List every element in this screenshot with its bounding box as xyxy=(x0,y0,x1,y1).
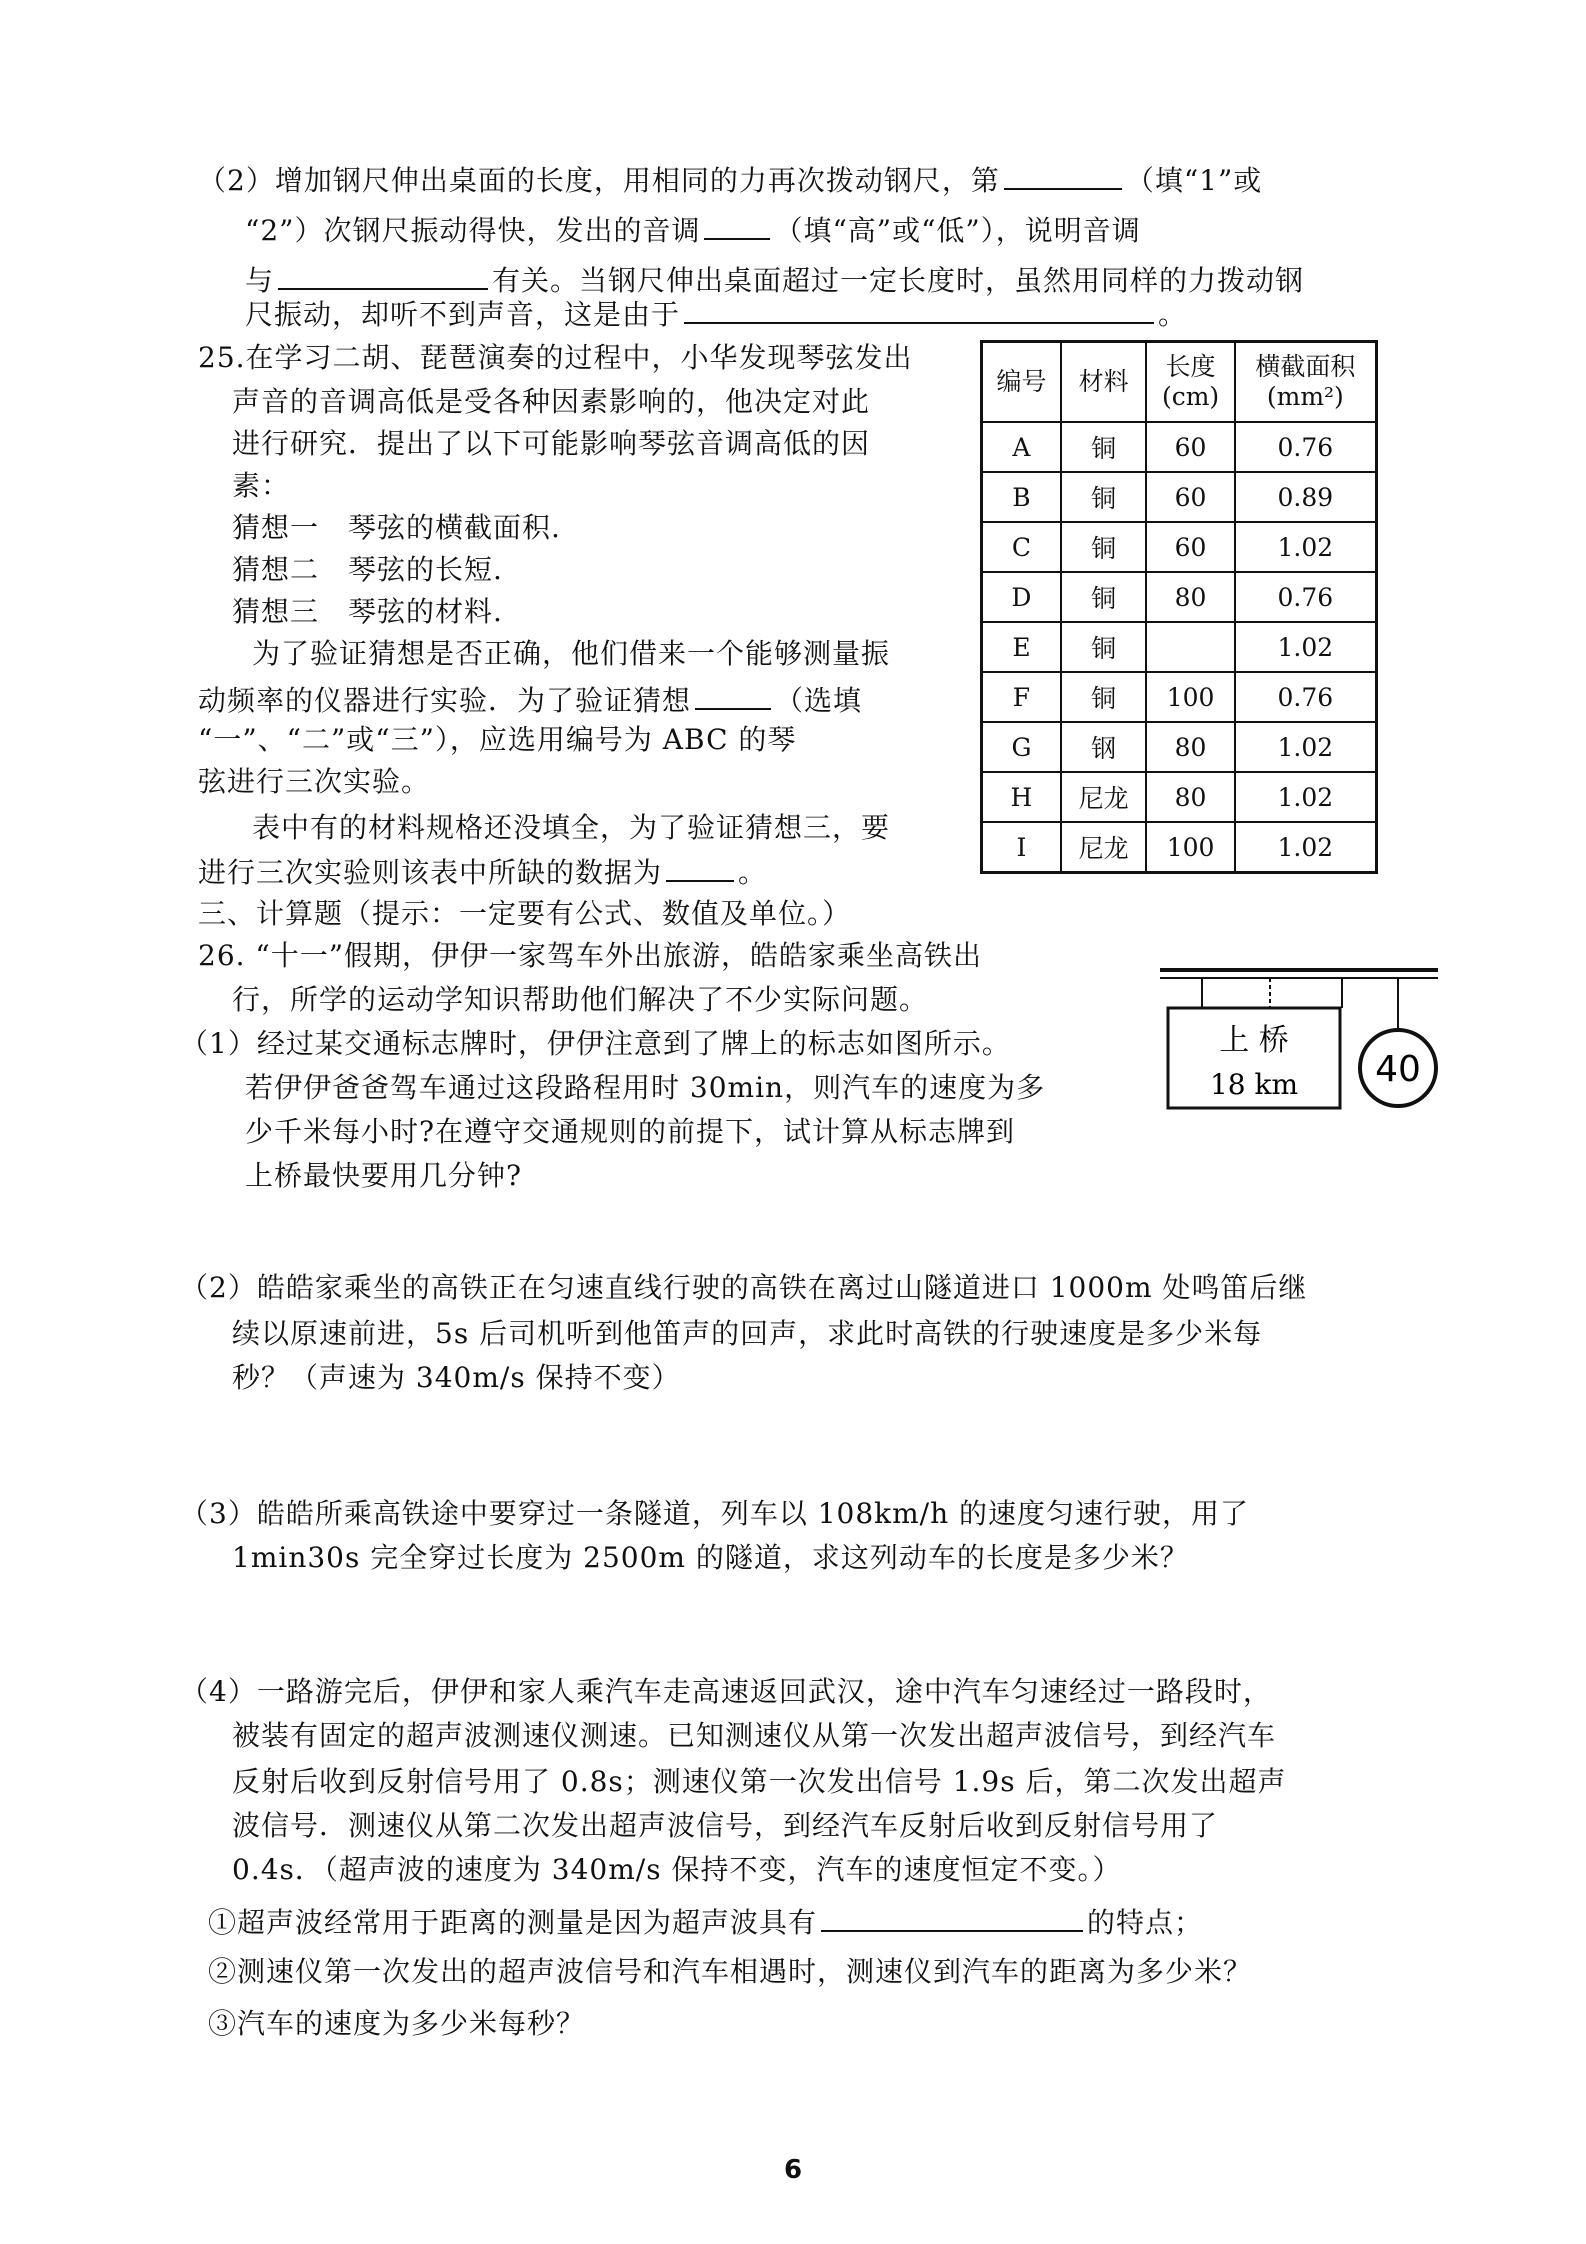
q26-part2-line-2: 续以原速前进，5s 后司机听到他笛声的回声，求此时高铁的行驶速度是多少米每 xyxy=(232,1317,1263,1350)
q26-part1-line-4: 上桥最快要用几分钟? xyxy=(245,1159,523,1192)
q26-part4-line-2: 被装有固定的超声波测速仪测速。已知测速仪从第一次发出超声波信号，到经汽车 xyxy=(232,1719,1277,1752)
q26-line-2: 行，所学的运动学知识帮助他们解决了不少实际问题。 xyxy=(232,983,929,1016)
distance-sign-distance: 18 km xyxy=(1209,1068,1299,1101)
q25-line-9: 动频率的仪器进行实验．为了验证猜想 （选填 xyxy=(198,678,862,721)
table-header-row xyxy=(982,342,1377,423)
q24-line-2: “2”）次钢尺振动得快，发出的音调 （填“高”或“低”），说明音调 xyxy=(245,208,1141,251)
answer-blank[interactable] xyxy=(695,678,771,710)
q25-line-10: “一”、“二”或“三”），应选用编号为 ABC 的琴 xyxy=(198,723,797,756)
q26-line-1: 26. “十一”假期，伊伊一家驾车外出旅游，皓皓家乘坐高铁出 xyxy=(198,939,983,972)
answer-blank[interactable] xyxy=(1004,158,1122,190)
q25-line-13: 进行三次实验则该表中所缺的数据为 。 xyxy=(198,850,767,893)
missing-length-cell xyxy=(1146,622,1234,672)
q25-line-8: 为了验证猜想是否正确，他们借来一个能够测量振 xyxy=(252,637,891,670)
q26-part2-line-1: （2）皓皓家乘坐的高铁正在匀速直线行驶的高铁在离过山隧道进口 1000m 处鸣笛后继 xyxy=(180,1271,1308,1304)
answer-blank[interactable] xyxy=(821,1900,1083,1932)
q25-line-1: 25.在学习二胡、琵琶演奏的过程中，小华发现琴弦发出 xyxy=(198,341,913,374)
q25-line-11: 弦进行三次实验。 xyxy=(198,765,431,798)
col-header-area: 横截面积 (mm²) xyxy=(1235,342,1377,423)
table-row: E 铜 1.02 xyxy=(982,622,1377,672)
col-header-length: 长度 (cm) xyxy=(1146,342,1234,423)
q26-part3-line-2: 1min30s 完全穿过长度为 2500m 的隧道，求这列动车的长度是多少米？ xyxy=(232,1541,1189,1574)
table-row: C 铜 60 1.02 xyxy=(982,522,1377,572)
section-title: 三、计算题（提示：一定要有公式、数值及单位。） xyxy=(198,897,852,930)
q24-line-1: （2）增加钢尺伸出桌面的长度，用相同的力再次拨动钢尺，第 （填“1”或 xyxy=(198,158,1262,201)
q25-line-2: 声音的音调高低是受各种因素影响的，他决定对此 xyxy=(232,385,871,418)
q26-part4-line-1: （4）一路游完后，伊伊和家人乘汽车走高速返回武汉，途中汽车匀速经过一路段时， xyxy=(180,1675,1272,1708)
col-header-material: 材料 xyxy=(1061,342,1147,423)
q26-part4-line-5: 0.4s．（超声波的速度为 340m/s 保持不变，汽车的速度恒定不变。） xyxy=(232,1853,1122,1886)
answer-blank[interactable] xyxy=(704,208,770,240)
table-row: B 铜 60 0.89 xyxy=(982,472,1377,522)
q25-line-4: 素： xyxy=(232,469,291,502)
q24-line-3: 与 有关。当钢尺伸出桌面超过一定长度时，虽然用同样的力拨动钢 xyxy=(245,258,1304,301)
page-number: 6 xyxy=(783,2155,803,2185)
q26-part1-line-3: 少千米每小时?在遵守交通规则的前提下，试计算从标志牌到 xyxy=(245,1115,1016,1148)
q26-sub-3: ③汽车的速度为多少米每秒？ xyxy=(208,2007,586,2040)
distance-sign-place: 上 桥 xyxy=(1219,1023,1289,1058)
table-row: D 铜 80 0.76 xyxy=(982,572,1377,622)
q26-sub-1: ①超声波经常用于距离的测量是因为超声波具有 的特点； xyxy=(208,1900,1203,1943)
q25-line-12: 表中有的材料规格还没填全，为了验证猜想三，要 xyxy=(252,811,891,844)
answer-blank[interactable] xyxy=(684,292,1154,324)
col-header-id: 编号 xyxy=(982,342,1061,423)
q26-part4-line-4: 波信号．测速仪从第二次发出超声波信号，到经汽车反射后收到反射信号用了 xyxy=(232,1809,1219,1842)
q26-part1-line-2: 若伊伊爸爸驾车通过这段路程用时 30min，则汽车的速度为多 xyxy=(245,1071,1046,1104)
q25-line-3: 进行研究．提出了以下可能影响琴弦音调高低的因 xyxy=(232,427,871,460)
q26-part3-line-1: （3）皓皓所乘高铁途中要穿过一条隧道，列车以 108km/h 的速度匀速行驶，用了 xyxy=(180,1497,1250,1530)
answer-blank[interactable] xyxy=(666,850,734,882)
table-row: F 铜 100 0.76 xyxy=(982,672,1377,722)
q26-part4-line-3: 反射后收到反射信号用了 0.8s；测速仪第一次发出信号 1.9s 后，第二次发出超声 xyxy=(232,1765,1287,1798)
table-row: A 铜 60 0.76 xyxy=(982,422,1377,472)
q25-guess-3: 猜想三 琴弦的材料. xyxy=(232,595,503,628)
table-row: I 尼龙 100 1.02 xyxy=(982,822,1377,873)
q25-guess-2: 猜想二 琴弦的长短. xyxy=(232,553,503,586)
q26-part1-line-1: （1）经过某交通标志牌时，伊伊注意到了牌上的标志如图所示。 xyxy=(180,1027,1011,1060)
table-row: G 钢 80 1.02 xyxy=(982,722,1377,772)
q26-part2-line-3: 秒？（声速为 340m/s 保持不变） xyxy=(232,1361,681,1394)
traffic-sign-figure xyxy=(1160,960,1440,1130)
q25-guess-1: 猜想一 琴弦的横截面积. xyxy=(232,511,561,544)
table-row: H 尼龙 80 1.02 xyxy=(982,772,1377,822)
speed-limit-value: 40 xyxy=(1375,1049,1421,1090)
q26-sub-2: ②测速仪第一次发出的超声波信号和汽车相遇时，测速仪到汽车的距离为多少米？ xyxy=(208,1955,1253,1988)
string-spec-table xyxy=(980,340,1378,874)
answer-blank[interactable] xyxy=(278,258,488,290)
q24-line-4: 尺振动，却听不到声音，这是由于 。 xyxy=(245,292,1187,335)
